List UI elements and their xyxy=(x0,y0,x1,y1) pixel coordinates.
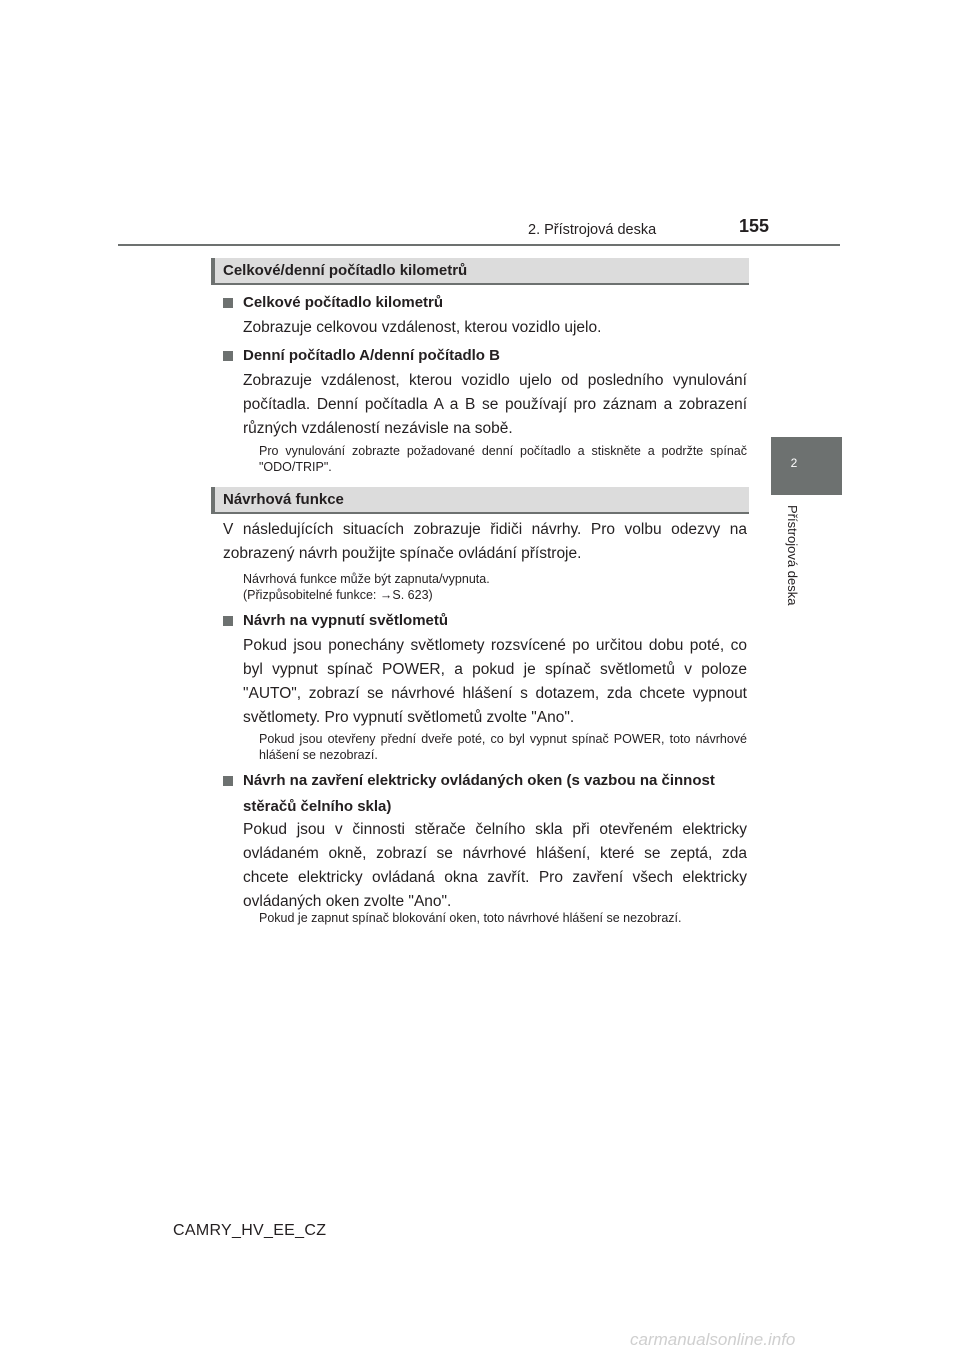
side-tab-number: 2 xyxy=(790,456,798,470)
square-bullet-icon xyxy=(223,351,233,361)
note: Pokud jsou otevřeny přední dveře poté, co byl vypnut spínač POWER, toto návrhové hlášení se nezobrazí. xyxy=(259,732,747,762)
square-bullet-icon xyxy=(223,298,233,308)
section-title-suggestion: Návrhová funkce xyxy=(211,487,749,514)
subsection-heading: Návrh na zavření elektricky ovládaných oken (s vazbou na činnost stěračů čelního skla) xyxy=(243,772,715,815)
square-bullet-icon xyxy=(223,776,233,786)
subsection-heading: Celkové počítadlo kilometrů xyxy=(243,294,444,311)
watermark: carmanualsonline.info xyxy=(630,1330,796,1349)
header-rule xyxy=(118,244,840,246)
intro-paragraph: V následujících situacích zobrazuje řidiči návrhy. Pro volbu odezvy na zobrazený návrh použijte spínače ovládání přístroje. xyxy=(223,521,747,562)
note: Pokud je zapnut spínač blokování oken, toto návrhové hlášení se nezobrazí. xyxy=(259,911,682,925)
paragraph: Zobrazuje celkovou vzdálenost, kterou vozidlo ujelo. xyxy=(243,319,602,336)
section-header-title: 2. Přístrojová deska xyxy=(528,222,657,238)
side-tab-label: Přístrojová deska xyxy=(785,505,800,606)
square-bullet-icon xyxy=(223,616,233,626)
footer-code: CAMRY_HV_EE_CZ xyxy=(173,1222,327,1239)
intro-note-line-1: Návrhová funkce může být zapnuta/vypnuta. xyxy=(243,572,490,586)
note: Pro vynulování zobrazte požadované denní počítadlo a stiskněte a podržte spínač "ODO/TRIP". xyxy=(259,444,747,474)
section-title-odometer: Celkové/denní počítadlo kilometrů xyxy=(211,258,749,285)
intro-note-line-2: (Přizpůsobitelné funkce: →S. 623) xyxy=(243,588,433,602)
subsection-heading: Návrh na vypnutí světlometů xyxy=(243,612,449,629)
subsection-heading: Denní počítadlo A/denní počítadlo B xyxy=(243,347,500,364)
paragraph: Pokud jsou v činnosti stěrače čelního skla při otevřeném elektricky ovládaném okně, zobrazí se návrhové hlášení, které se zeptá, zda chcete elektricky ovládaná okna zavřít. Pro zavření všech elektricky ovládaných oken zvolte "Ano". xyxy=(243,821,747,910)
paragraph: Pokud jsou ponechány světlomety rozsvícené po určitou dobu poté, co byl vypnut spínač POWER, a pokud je spínač světlometů v poloze "AUTO", zobrazí se návrhové hlášení s dotazem, zda chcete vypnout světlomety. Pro vypnutí světlometů zvolte "Ano". xyxy=(243,637,747,726)
paragraph: Zobrazuje vzdálenost, kterou vozidlo ujelo od posledního vynulování počítadla. Denní počítadla A a B se používají pro záznam a zobrazení různých vzdáleností nezávisle na sobě. xyxy=(243,372,747,437)
page-number: 155 xyxy=(739,216,770,236)
